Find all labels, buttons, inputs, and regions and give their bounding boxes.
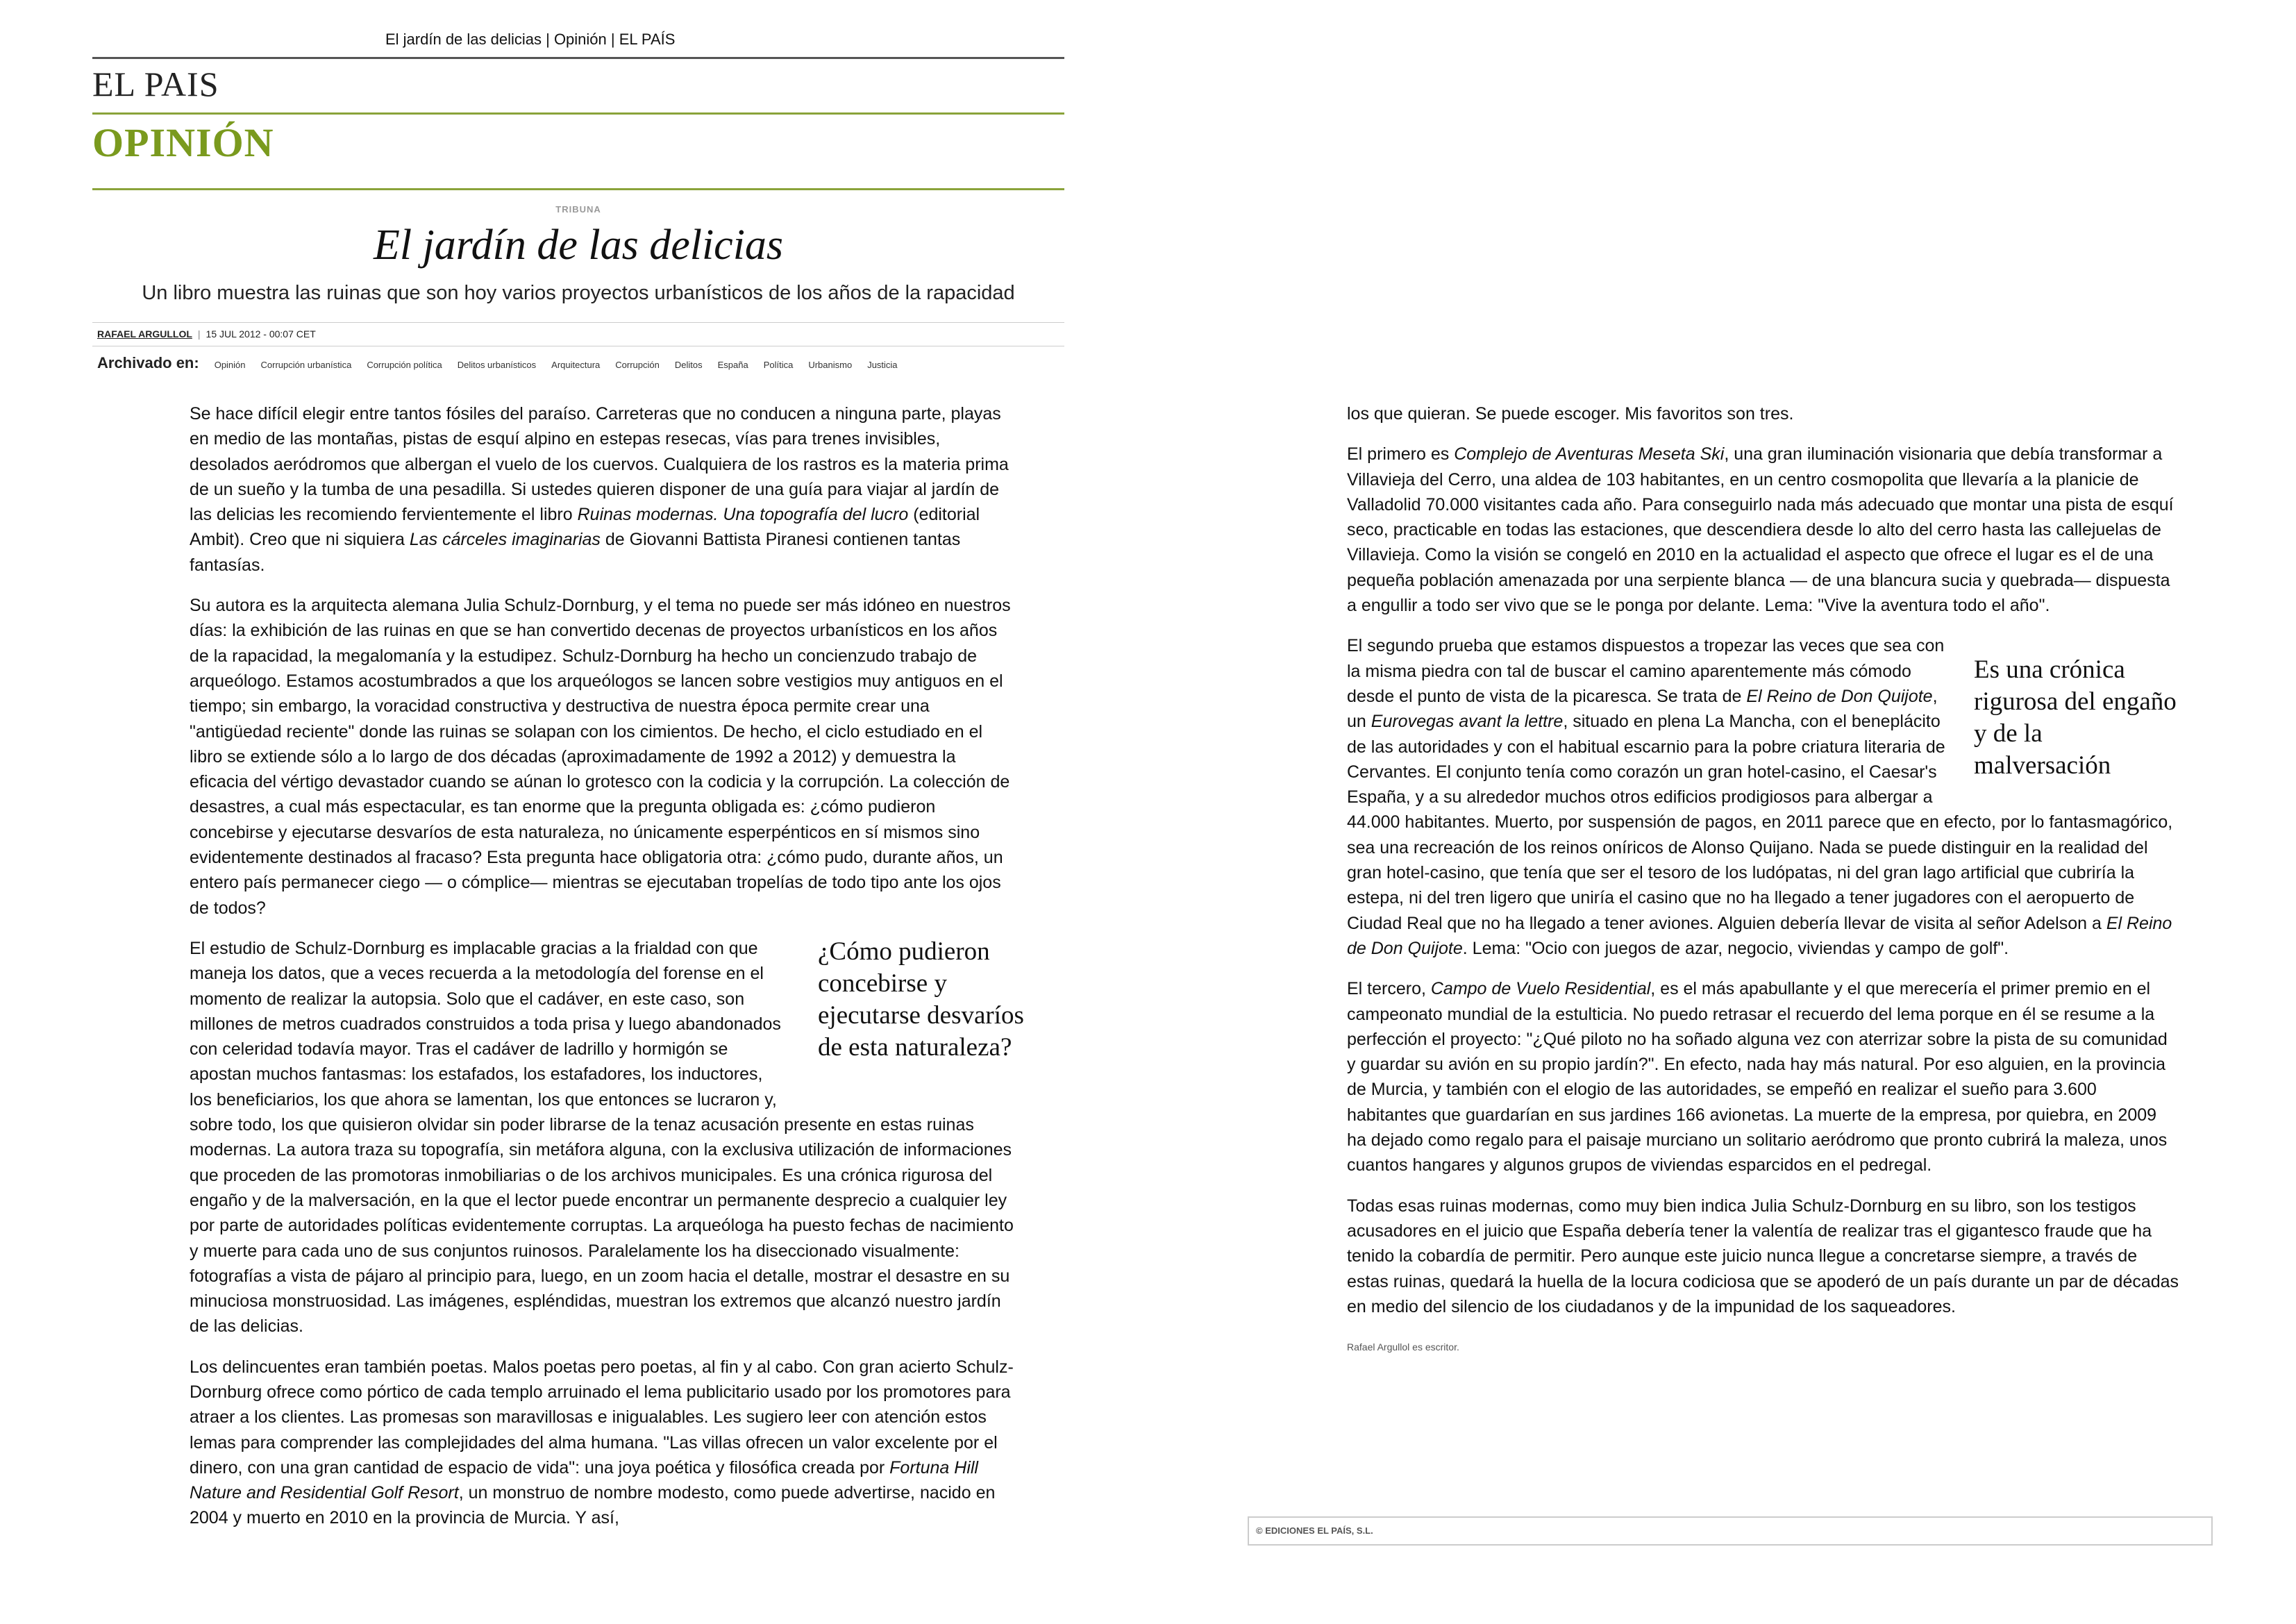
pull-quote-2: Es una crónica rigurosa del engaño y de la malversación [1974,655,2177,780]
brand-logo[interactable]: EL PAIS [92,65,219,103]
paragraph-3: El estudio de Schulz-Dornburg es implacable gracias a la frialdad con que maneja los datos, que a veces recuerda a la metodología del forense en el momento de realizar la autopsia. Solo que el cadáver, en este caso, son millones de metros cuadrados construidos a toda prisa y luego abandonados con celeridad todavía mayor. Tras el cadáver de ladrillo y hormigón se apostan muchos fantasmas: los estafados, los estafadores, los inductores, los beneficiarios, los que ahora se lamentan, los que entonces se lucraron y, sobre todo, los que quisieron olvidar sin poder librarse de la tenaz acusación presente en estas ruinas modernas. La autora traza su topografía, sin metáfora alguna, con la exclusiva utilización de informaciones que proceden de las promotoras inmobiliarias o de los archivos municipales. Es una crónica rigurosa del engaño y de la malversación, en la que el lector puede encontrar un permanente desprecio a cualquier ley por parte de autoridades políticas evidentemente corruptas. La arqueóloga ha puesto fechas de nacimiento y muerte para cada uno de sus conjuntos ruinosos. Paralelamente los ha diseccionado visualmente: fotografías a vista de pájaro al principio para, luego, en un zoom hacia el detalle, mostrar el desastre en su minuciosa monstruosidad. Las imágenes, espléndidas, muestran los extremos que alcanzó nuestro jardín de las delicias. [190,938,1014,1337]
meta-rule-top [92,322,1064,323]
footer-bar [1248,1516,2213,1546]
tag-link[interactable]: Corrupción urbanística [260,360,352,370]
tag-link[interactable]: Corrupción política [367,360,442,370]
paragraph-9: Todas esas ruinas modernas, como muy bien indica Julia Schulz-Dornburg en su libro, son los testigos acusadores en el juicio que España debería tener la valentía de realizar tras el gigantesco fraude que ha tenido la cobardía de permitir. Pero aunque este juicio nunca llegue a concretarse siempre, a través de estas ruinas, quedará la huella de la locura codiciosa que se apoderó de un país durante un par de décadas en medio del silencio de los ciudadanos y de la impunidad de los saqueadores. [1347,1196,2179,1316]
author-signature: Rafael Argullol es escritor. [1347,1341,1459,1353]
article-headline: El jardín de las delicias [373,221,784,269]
section-title[interactable]: OPINIÓN [92,120,274,165]
tag-link[interactable]: Arquitectura [551,360,601,370]
article-subhead: Un libro muestra las ruinas que son hoy varios proyectos urbanísticos de los años de la rapacidad [142,282,1015,304]
author-link[interactable]: RAFAEL ARGULLOL [97,328,192,340]
byline: RAFAEL ARGULLOL | 15 JUL 2012 - 00:07 CET [97,328,316,340]
copyright: © EDICIONES EL PAÍS, S.L. [1256,1525,1373,1536]
article-body-right [1347,401,2180,1359]
pull-quote-1: ¿Cómo pudieron concebirse y ejecutarse desvaríos de esta naturaleza? [818,937,1024,1062]
header-rule [92,57,1064,59]
archived-tags [97,354,913,372]
tag-link[interactable]: Delitos [674,360,703,370]
tag-link[interactable]: Justicia [867,360,898,370]
print-title: El jardín de las delicias | Opinión | EL PAÍS [385,31,676,48]
tag-link[interactable]: España [717,360,748,370]
tag-link[interactable]: Delitos urbanísticos [457,360,537,370]
paragraph-4: Los delincuentes eran también poetas. Malos poetas pero poetas, al fin y al cabo. Con gran acierto Schulz-Dornburg ofrece como pórtico de cada templo arruinado el lema publicitario usado por los promotores para atraer a los clientes. Las promesas son maravillosas e inigualables. Les sugiero leer con atención estos lemas para comprender las complejidades del alma humana. "Las villas ofrecen un valor excelente por el dinero, con una gran cantidad de espacio de vida": una joya poética y filosófica creada por Fortuna Hill Nature and Residential Golf Resort, un monstruo de nombre modesto, como puede advertirse, nacido en 2004 y muerto en 2010 en la provincia de Murcia. Y así, [190,1357,1014,1528]
publish-date: 15 JUL 2012 - 00:07 CET [206,328,316,340]
paragraph-2: Su autora es la arquitecta alemana Julia Schulz-Dornburg, y el tema no puede ser más idóneo en nuestros días: la exhibición de las ruinas en que se han convertido decenas de proyectos urbanísticos en los años de la rapacidad, la megalomanía y la estudipez. Schulz-Dornburg ha hecho un concienzudo trabajo de arqueólogo. Estamos acostumbrados a que los arqueólogos se lancen sobre vestigios muy antiguos en el tiempo; sin embargo, la voracidad constructiva y destructiva de nuestra época permite crear una "antigüedad reciente" donde las ruinas se solapan con los cimientos. De hecho, el ciclo estudiado en el libro se extiende sólo a lo largo de dos décadas (aproximadamente de 1992 a 2012) y demuestra la eficacia del vértigo devastador cuando se aúnan lo grotesco con la codicia y la corrupción. La colección de desastres, a cual más espectacular, es tan enorme que la pregunta obligada es: ¿cómo pudieron concebirse y ejecutarse desvaríos de esta naturaleza, no únicamente esperpénticos en sí mismos sino evidentemente destinados al fracaso? Esta pregunta hace obligatoria otra: ¿cómo pudo, durante años, un entero país permanecer ciego — o cómplice— mientras se ejecutaban tropelías de todo tipo ante los ojos de todos? [190,596,1011,918]
section-rule [92,188,1064,190]
tag-link[interactable]: Corrupción [615,360,660,370]
tag-link[interactable]: Opinión [214,360,246,370]
archived-label: Archivado en: [97,354,199,371]
paragraph-6: El primero es Complejo de Aventuras Meseta Ski, una gran iluminación visionaria que debía transformar a Villavieja del Cerro, una aldea de 103 habitantes, en un centro cosmopolita que llevaría a la planicie de Valladolid 70.000 visitantes cada año. Para conseguirlo nada más adecuado que montar una pista de esquí seco, practicable en todas las estaciones, que descendiera desde lo alto del cerro hasta las callejuelas de Villavieja. Como la visión se congeló en 2010 en la actualidad el aspecto que ofrece el lugar es el de una pequeña población amenazada por una serpiente blanca — de una blancura sucia y quebrada— dispuesta a engullir a todo ser vivo que se le ponga por delante. Lema: "Vive la aventura todo el año". [1347,444,2174,616]
paragraph-7: El segundo prueba que estamos dispuestos a tropezar las veces que sea con la misma piedra con tal de buscar el camino aparentemente más cómodo desde el punto de vista de la picaresca. Se trata de El Reino de Don Quijote, un Eurovegas avant la lettre, situado en plena La Mancha, con el beneplácito de las autoridades y con el habitual escarnio para la pobre criatura literaria de Cervantes. El conjunto tenía como corazón un gran hotel-casino, el Caesar's España, y a su alrededor muchos otros edificios prodigiosos para albergar a 44.000 habitantes. Muerto, por suspensión de pagos, en 2011 parece que en efecto, por lo fantasmagórico, sea una recreación de los reinos oníricos de Alonso Quijano. Nada se puede distinguir en la realidad del gran hotel-casino, que tenía que ser el tesoro de los ludópatas, ni del gran lago artificial que cubriría la estepa, ni del tren ligero que uniría el casino que no ha llegado a tener jugadores con el aeropuerto de Ciudad Real que no ha llegado a tener aviones. Alguien debería llevar de visita al señor Adelson a El Reino de Don Quijote. Lema: "Ocio con juegos de azar, negocio, viviendas y campo de golf". [1347,636,2173,958]
paragraph-1: Se hace difícil elegir entre tantos fósiles del paraíso. Carreteras que no conducen a ninguna parte, playas en medio de las montañas, pistas de esquí alpino en estepas resecas, vías para trenes invisibles, desolados aeródromos que albergan el vuelo de los cuervos. Cualquiera de los rastros es la materia prima de un sueño y la tumba de una pesadilla. Si ustedes quieren disponer de una guía para viajar al jardín de las delicias les recomiendo fervientemente el libro Ruinas modernas. Una topografía del lucro (editorial Ambit). Creo que ni siquiera Las cárceles imaginarias de Giovanni Battista Piranesi contienen tantas fantasías. [190,404,1009,575]
tag-link[interactable]: Política [763,360,794,370]
page-right [1148,0,2296,1624]
article-kicker: TRIBUNA [555,204,601,215]
paragraph-5: los que quieran. Se puede escoger. Mis favoritos son tres. [1347,404,1794,424]
brand-rule [92,112,1064,115]
paragraph-8: El tercero, Campo de Vuelo Residential, es el más apabullante y el que merecería el primer premio en el campeonato mundial de la estulticia. No puedo retrasar el recuerdo del lema porque en él se resume a la perfección el proyecto: "¿Qué piloto no ha soñado alguna vez con aterrizar sobre la pista de su comunidad y guardar su avión en su propio jardín?". En efecto, nada hay más natural. Por eso alguien, en la provincia de Murcia, y también con el elogio de las autoridades, se empeñó en realizar el sueño para 3.600 habitantes que guardarían en sus jardines 166 avionetas. La muerte de la empresa, por quiebra, en 2009 ha dejado como regalo para el paisaje murciano un solitario aeródromo que pronto cubrirá la maleza, unos cuantos hangares y algunos grupos de viviendas esparcidos en el pedregal. [1347,979,2168,1175]
tag-link[interactable]: Urbanismo [808,360,853,370]
